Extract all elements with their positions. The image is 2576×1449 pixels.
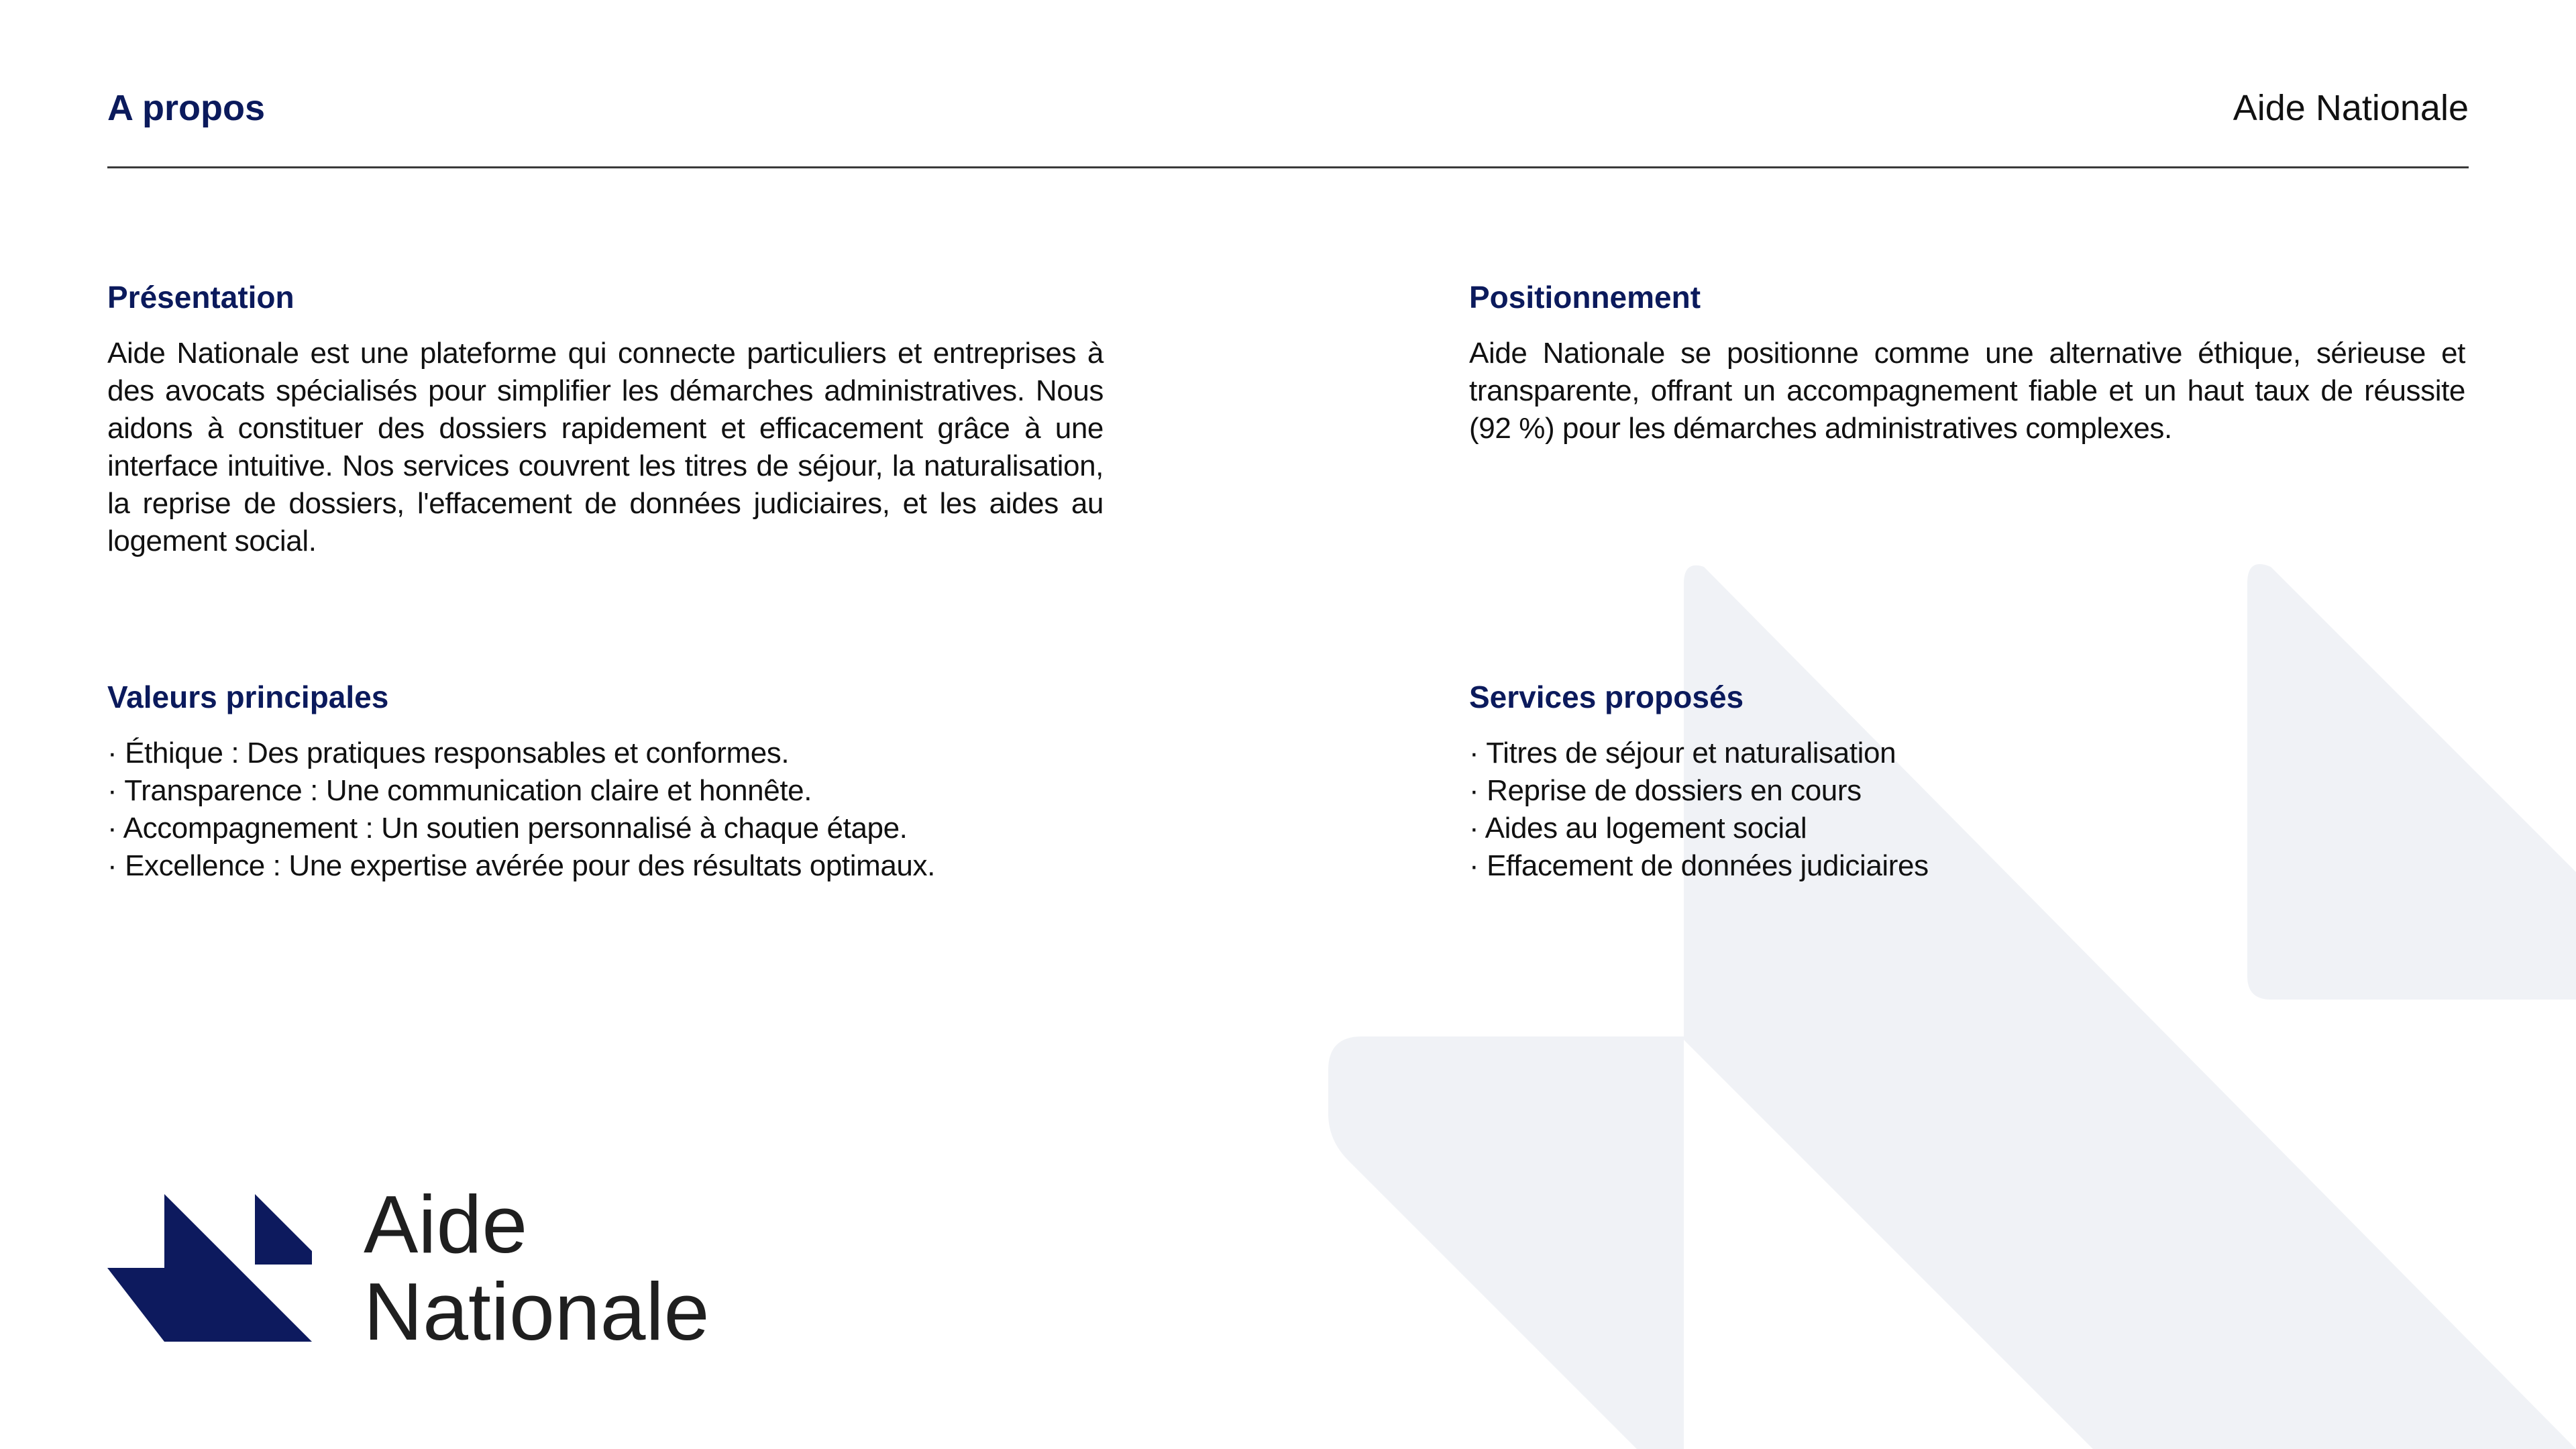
list-item: · Accompagnement : Un soutien personnalisé à chaque étape.: [107, 810, 1181, 847]
section-title-valeurs: Valeurs principales: [107, 680, 389, 714]
logo-mark-small-triangle: [255, 1194, 312, 1265]
list-item: · Effacement de données judiciaires: [1469, 847, 2465, 885]
page-title: A propos: [107, 88, 265, 128]
logo-mark-main-shape: [164, 1194, 312, 1342]
section-positionnement: [1469, 279, 2465, 447]
section-body-presentation: Aide Nationale est une plateforme qui connecte particuliers et entreprises à des avocats spécialisés pour simplifier les démarches administratives. Nous aidons à constituer des dossiers rapidement et efficacement grâce à une interface intuitive. Nos services couvrent les titres de séjour, la naturalisation, la reprise de dossiers, l'effacement de données judiciaires, et les aides au logement social.: [107, 337, 1104, 558]
section-title-presentation: Présentation: [107, 280, 294, 315]
list-item: · Excellence : Une expertise avérée pour des résultats optimaux.: [107, 847, 1181, 885]
section-body-positionnement: Aide Nationale se positionne comme une alternative éthique, sérieuse et transparente, offrant un accompagnement fiable et un haut taux de réussite (92 %) pour les démarches administratives complexes.: [1469, 337, 2465, 445]
section-services: [1469, 679, 2465, 885]
section-title-services: Services proposés: [1469, 680, 1744, 714]
valeurs-list: [107, 735, 1181, 885]
list-item: · Éthique : Des pratiques responsables et conformes.: [107, 735, 1181, 772]
section-valeurs: [107, 679, 1181, 885]
section-title-positionnement: Positionnement: [1469, 280, 1701, 315]
bg-shape-lower-left: [1328, 1036, 1684, 1449]
list-item: · Reprise de dossiers en cours: [1469, 772, 2465, 810]
section-presentation: [107, 279, 1104, 560]
logo-mark-left-notch: [107, 1268, 164, 1342]
logo-mark-icon: [107, 1194, 312, 1342]
page-header: [107, 80, 2469, 168]
logo-wordmark: [364, 1181, 709, 1355]
logo-text-line2: Nationale: [364, 1266, 710, 1357]
list-item: · Aides au logement social: [1469, 810, 2465, 847]
header-brand: Aide Nationale: [2233, 88, 2469, 128]
list-item: · Transparence : Une communication claire et honnête.: [107, 772, 1181, 810]
list-item: · Titres de séjour et naturalisation: [1469, 735, 2465, 772]
services-list: [1469, 735, 2465, 885]
logo-text-line1: Aide: [364, 1179, 528, 1270]
